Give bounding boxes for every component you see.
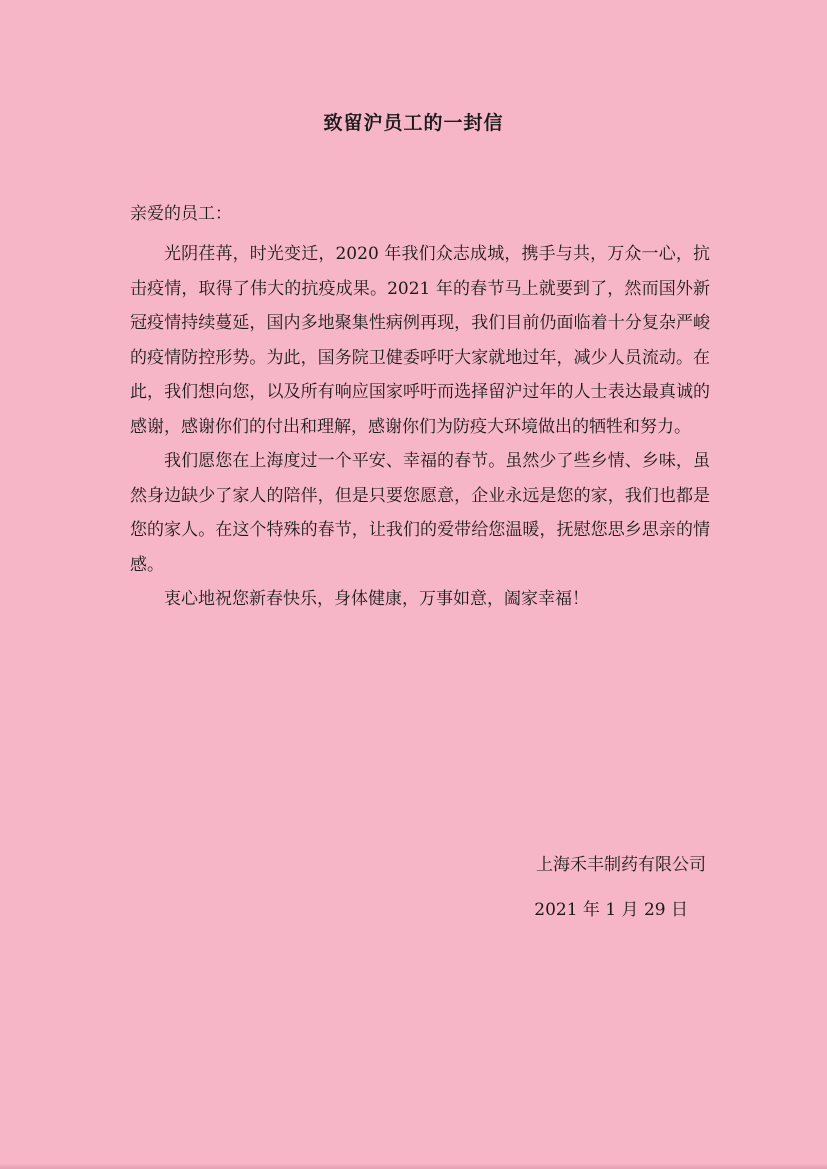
letter-salutation: 亲爱的员工：: [130, 204, 232, 224]
paragraph-gratitude: 光阴荏苒，时光变迁，2020 年我们众志成城，携手与共，万众一心，抗击疫情，取得了伟大的抗疫成果。2021 年的春节马上就要到了，然而国外新冠疫情持续蔓延，国内多地聚集性病例再现，我们目前仍面临着十分复杂严峻的疫情防控形势。为此，国务院卫健委呼吁大家就地过年，减少人员流动。在此，我们想向您，以及所有响应国家呼吁而选择留沪过年的人士表达最真诚的感谢，感谢你们的付出和理解，感谢你们为防疫大环境做出的牺牲和努力。: [130, 244, 710, 437]
signature-date: 2021 年 1 月 29 日: [534, 900, 688, 920]
scan-bottom-edge: [0, 1163, 827, 1169]
letter-body: [130, 237, 710, 617]
letter-title: 致留沪员工的一封信: [323, 112, 504, 134]
letter-signature: [470, 843, 710, 933]
paragraph-wishes: 我们愿您在上海度过一个平安、幸福的春节。虽然少了些乡情、乡味，虽然身边缺少了家人的陪伴，但是只要您愿意，企业永远是您的家，我们也都是您的家人。在这个特殊的春节，让我们的爱带给您温暖，抚慰您思乡思亲的情感。: [130, 451, 710, 575]
paragraph-blessing: 衷心地祝您新春快乐，身体健康，万事如意，阖家幸福！: [164, 589, 589, 609]
signature-organization: 上海禾丰制药有限公司: [536, 855, 706, 875]
